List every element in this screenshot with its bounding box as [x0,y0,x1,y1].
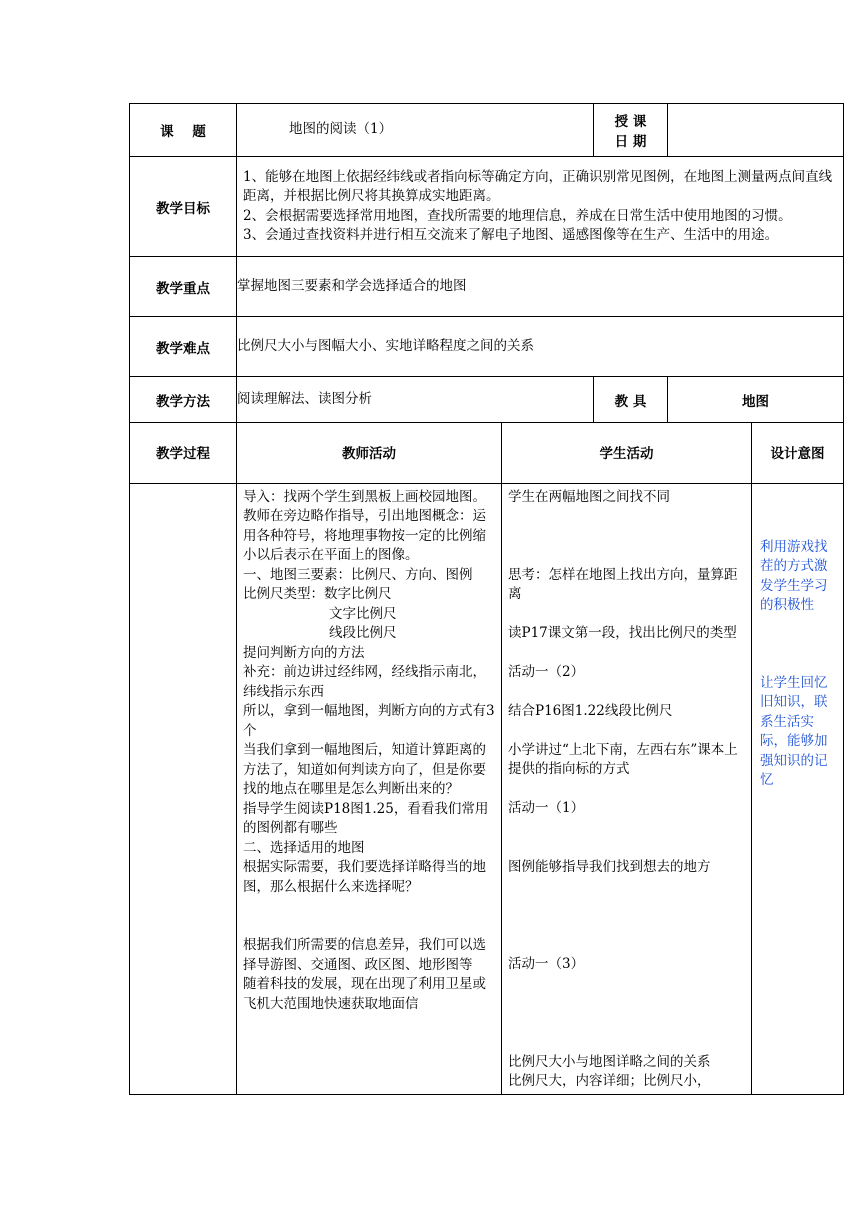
teacher-activity-cell [237,483,502,1094]
course-row [130,104,844,157]
date-label-line2: 日 期 [614,134,647,150]
design-intent-cell [752,483,844,1094]
difficulties-label: 教学难点 [130,317,237,377]
student-line: 活动一（2） [508,663,585,680]
teacher-line: 补充：前边讲过经纬网，经线指示南北，纬线指示东西 [243,664,486,700]
key-points-value: 掌握地图三要素和学会选择适合的地图 [237,257,844,317]
date-label-line1: 授 课 [614,114,647,130]
course-title: 地图的阅读（1） [237,104,594,157]
student-line: 思考：怎样在地图上找出方向，量算距离 [508,566,738,602]
process-content-row [130,483,844,1094]
tools-label: 教 具 [594,377,668,423]
teacher-line: 文字比例尺 [329,605,397,622]
difficulties-row [130,317,844,377]
teacher-line: 随着科技的发展，现在出现了利用卫星或飞机大范围地快速获取地面信 [243,976,486,1012]
goal-2: 2、会根据需要选择常用地图，查找所需要的地理信息，养成在日常生活中使用地图的习惯。 [243,207,792,224]
method-row [130,377,844,423]
key-points-row [130,257,844,317]
student-line: 小学讲过“上北下南，左西右东”课本上提供的指向标的方式 [508,741,738,777]
process-label: 教学过程 [130,422,237,483]
teacher-line: 二、选择适用的地图 [243,839,365,856]
goal-3: 3、会通过查找资料并进行相互交流来了解电子地图、遥感图像等在生产、生活中的用途。 [243,227,779,243]
goals-label: 教学目标 [130,157,237,257]
tools-value: 地图 [668,377,844,423]
student-line: 图例能够指导我们找到想去的地方 [508,858,711,875]
spacer [243,897,495,917]
student-line: 活动一（1） [508,799,585,816]
teacher-line: 线段比例尺 [329,625,397,641]
student-line: 读P17课文第一段，找出比例尺的类型 [508,624,737,641]
teacher-line: 根据我们所需要的信息差异，我们可以选择导游图、交通图、政区图、地形图等 [243,937,486,973]
goals-content [237,157,844,257]
process-empty-cell [130,483,237,1094]
course-label: 课 题 [130,104,237,157]
teacher-line: 当我们拿到一幅地图后，知道计算距离的方法了，知道如何判读方向了，但是你要找的地点在哪里是怎么判断出来的？ [243,742,486,797]
spacer [243,917,495,937]
design-intent-2: 让学生回忆旧知识，联系生活实际，能够加强知识的记忆 [760,674,828,788]
student-activity-header: 学生活动 [502,422,752,483]
date-value [668,104,844,157]
goal-1: 1、能够在地图上依据经纬线或者指向标等确定方向，正确识别常见图例，在地图上测量两点间直线距离，并根据比例尺将其换算成实地距离。 [243,168,833,204]
teacher-line: 提问判断方向的方法 [243,644,365,661]
process-header-row [130,422,844,483]
date-label [594,104,668,157]
teacher-line: 一、地图三要素：比例尺、方向、图例 [243,566,473,583]
student-line: 结合P16图1.22线段比例尺 [508,702,673,719]
method-label: 教学方法 [130,377,237,423]
process-table [129,422,844,1095]
teacher-line: 比例尺类型：数字比例尺 [243,586,392,602]
design-intent-1: 利用游戏找茬的方式激发学生学习的积极性 [760,538,828,613]
teacher-line: 教师在旁边略作指导，引出地图概念：运用各种符号，将地理事物按一定的比例缩小以后表示在平面上的图像。 [243,508,486,563]
student-line: 学生在两幅地图之间找不同 [508,488,670,505]
key-points-label: 教学重点 [130,257,237,317]
teacher-line: 指导学生阅读P18图1.25，看看我们常用的图例都有哪些 [243,800,489,836]
teacher-line: 根据实际需要，我们要选择详略得当的地图，那么根据什么来选择呢？ [243,859,486,895]
student-line: 比例尺大小与地图详略之间的关系 [508,1053,711,1070]
difficulties-value: 比例尺大小与图幅大小、实地详略程度之间的关系 [237,317,844,377]
student-activity-cell [502,483,752,1094]
student-line: 比例尺大，内容详细；比例尺小， [508,1072,711,1089]
goals-row [130,157,844,257]
method-value: 阅读理解法、读图分析 [237,377,594,423]
student-line: 活动一（3） [508,955,585,972]
teacher-line: 所以，拿到一幅地图，判断方向的方式有3个 [243,703,495,739]
teacher-activity-header: 教师活动 [237,422,502,483]
lesson-plan-table [129,103,844,423]
teacher-line: 导入：找两个学生到黑板上画校园地图。 [243,488,486,505]
design-intent-header: 设计意图 [752,422,844,483]
